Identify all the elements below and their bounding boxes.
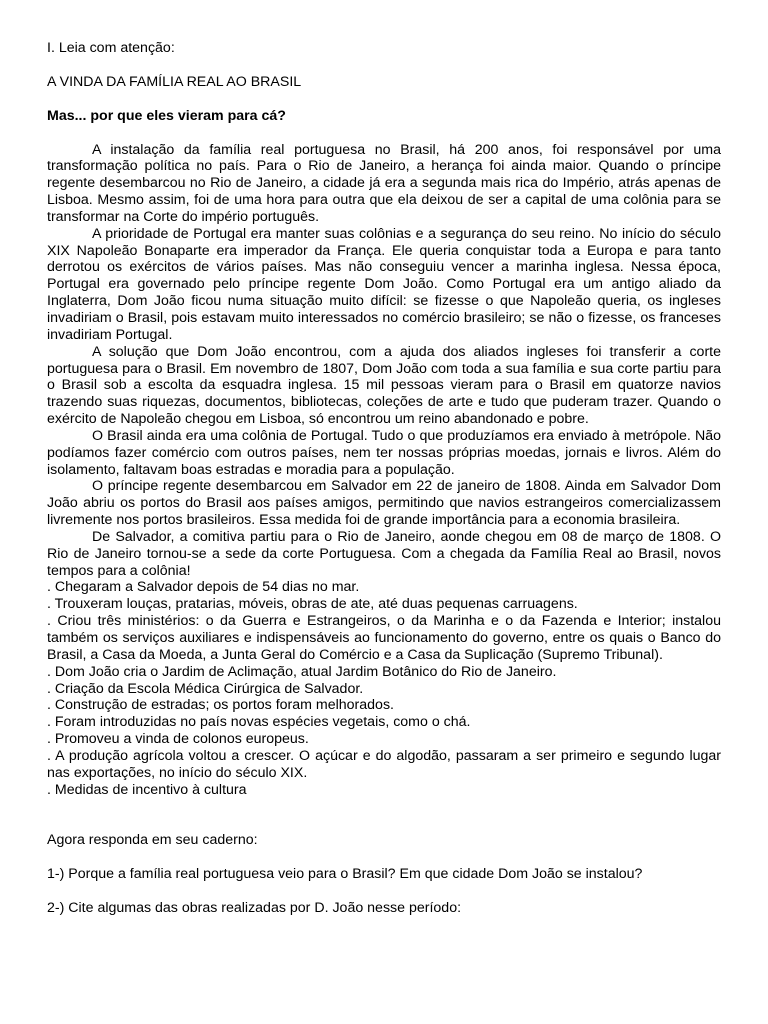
- question-2: 2-) Cite algumas das obras realizadas por D. João nesse período:: [47, 900, 462, 917]
- list-item: . A produção agrícola voltou a crescer. O açúcar e do algodão, passaram a ser primeiro e segundo lugar nas exportações, no início do século XIX.: [47, 747, 721, 781]
- document-page: [47, 40, 721, 917]
- list-item: . Trouxeram louças, pratarias, móveis, obras de ate, até duas pequenas carruagens.: [47, 596, 578, 613]
- paragraph-2: A prioridade de Portugal era manter suas colônias e a segurança do seu reino. No início do século XIX Napoleão Bonaparte era imperador da França. Ele queria conquistar toda a Europa e para tanto derrotou os exércitos de vários países. Mas não conseguiu vencer a marinha inglesa. Nessa época, Portugal era governado pelo príncipe regente Dom João. Como Portugal era um antigo aliado da Inglaterra, Dom João ficou numa situação muito difícil: se fizesse o que Napoleão queria, os ingleses invadiriam o Brasil, pois estavam muito interessados no comércio brasileiro; se não o fizesse, os franceses invadiriam Portugal.: [47, 225, 721, 343]
- paragraph-4: O Brasil ainda era uma colônia de Portugal. Tudo o que produzíamos era enviado à metrópole. Não podíamos fazer comércio com outros países, nem ter nossas próprias moedas, jornais e livros. Além do isolamento, faltavam boas estradas e moradia para a população.: [47, 427, 721, 478]
- questions-intro: Agora responda em seu caderno:: [47, 832, 258, 849]
- paragraph-5: O príncipe regente desembarcou em Salvador em 22 de janeiro de 1808. Ainda em Salvador Dom João abriu os portos do Brasil aos países amigos, permitindo que navios estrangeiros comercializassem livremente nos portos brasileiros. Essa medida foi de grande importância para a economia brasileira.: [47, 478, 721, 529]
- list-item: . Promoveu a vinda de colonos europeus.: [47, 731, 309, 748]
- paragraph-6: De Salvador, a comitiva partiu para o Rio de Janeiro, aonde chegou em 08 de março de 1808. O Rio de Janeiro tornou-se a sede da corte Portuguesa. Com a chegada da Família Real ao Brasil, novos tempos para a colônia!: [47, 528, 721, 579]
- paragraph-3: A solução que Dom João encontrou, com a ajuda dos aliados ingleses foi transferir a corte portuguesa para o Brasil. Em novembro de 1807, Dom João com toda a sua família e sua corte partiu para o Brasil sob a escolta da esquadra inglesa. 15 mil pessoas vieram para o Brasil em quatorze navios trazendo suas riquezas, documentos, bibliotecas, coleções de arte e tudo que puderam trazer. Quando o exército de Napoleão chegou em Lisboa, só encontrou um reino abandonado e pobre.: [47, 343, 721, 428]
- list-item: . Dom João cria o Jardim de Aclimação, atual Jardim Botânico do Rio de Janeiro.: [47, 663, 557, 680]
- section-question: Mas... por que eles vieram para cá?: [47, 107, 286, 124]
- list-item: . Construção de estradas; os portos foram melhorados.: [47, 697, 394, 714]
- list-item: . Medidas de incentivo à cultura: [47, 781, 247, 798]
- list-item: . Foram introduzidas no país novas espécies vegetais, como o chá.: [47, 714, 471, 731]
- list-item: . Criou três ministérios: o da Guerra e Estrangeiros, o da Marinha e o da Fazenda e Interior; instalou também os serviços auxiliares e indispensáveis ao funcionamento do governo, entre os quais o Banco do Brasil, a Casa da Moeda, a Junta Geral do Comércio e a Casa da Suplicação (Supremo Tribunal).: [47, 613, 721, 663]
- question-1: 1-) Porque a família real portuguesa veio para o Brasil? Em que cidade Dom João se instalou?: [47, 866, 643, 883]
- list-item: . Chegaram a Salvador depois de 54 dias no mar.: [47, 579, 360, 596]
- list-item: . Criação da Escola Médica Cirúrgica de Salvador.: [47, 680, 364, 697]
- paragraph-1: A instalação da família real portuguesa no Brasil, há 200 anos, foi responsável por uma transformação política no país. Para o Rio de Janeiro, a herança foi ainda maior. Quando o príncipe regente desembarcou no Rio de Janeiro, a cidade já era a segunda mais rica do Império, atrás apenas de Lisboa. Mesmo assim, foi de uma hora para outra que ela deixou de ser a capital de uma colônia para se transformar na Corte do império português.: [47, 141, 721, 225]
- document-title: A VINDA DA FAMÍLIA REAL AO BRASIL: [47, 73, 302, 90]
- instruction-text: I. Leia com atenção:: [47, 40, 175, 56]
- achievements-list: [47, 579, 721, 798]
